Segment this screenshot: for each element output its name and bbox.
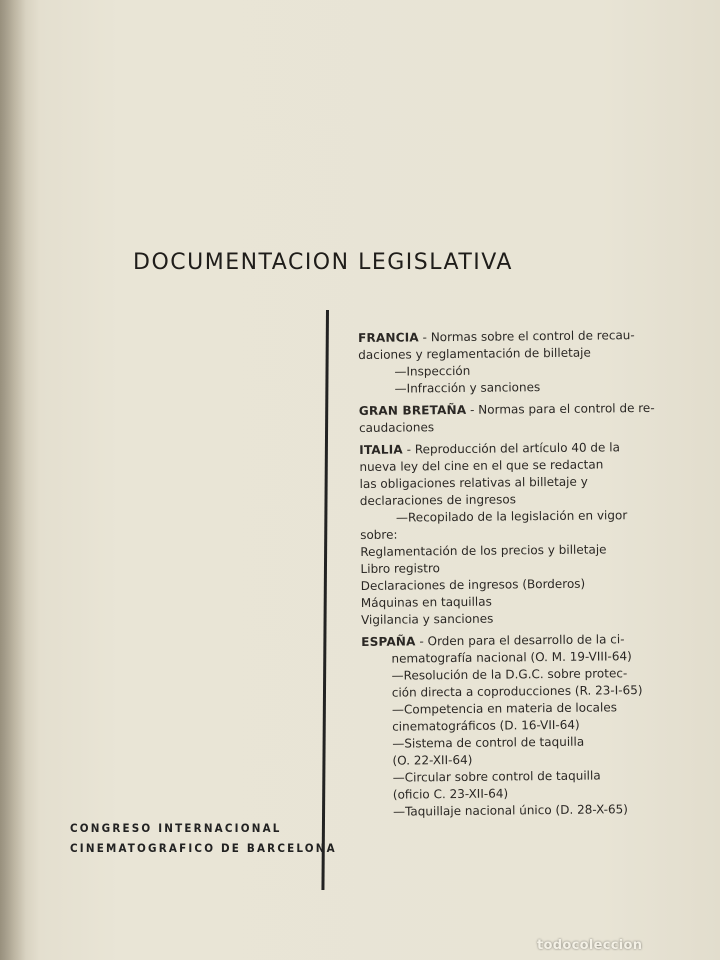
country-label: GRAN BRETAÑA [358, 402, 467, 418]
line-text: - Normas sobre el control de recau- [418, 328, 635, 345]
vertical-divider [321, 310, 329, 890]
line-text: —Circular sobre control de taquilla [392, 768, 601, 785]
watermark: todocoleccion [537, 938, 643, 953]
section-francia [358, 326, 699, 398]
country-label: ITALIA [359, 442, 403, 457]
line-text: Máquinas en taquillas [360, 594, 492, 610]
congress-line-2: CINEMATOGRAFICO DE BARCELONA [70, 841, 337, 855]
line-text: Declaraciones de ingresos (Borderos) [360, 576, 586, 593]
line-text: declaraciones de ingresos [359, 492, 517, 508]
section-italia [359, 438, 701, 629]
line-text: las obligaciones relativas al billetaje y [359, 474, 588, 491]
line-text: Reglamentación de los precios y billetaje [360, 542, 607, 559]
line-text: sobre: [360, 527, 398, 542]
line-text: - Normas para el control de re- [466, 400, 655, 417]
line-text: daciones y reglamentación de billetaje [358, 345, 591, 362]
line-text: ción directa a coproducciones (R. 23-I-65) [391, 683, 643, 700]
country-label: ESPAÑA [361, 634, 416, 649]
page-title: DOCUMENTACION LEGISLATIVA [133, 250, 513, 275]
line-text: (O. 22-XII-64) [392, 752, 473, 768]
line-text: Vigilancia y sanciones [360, 611, 494, 627]
legislation-list [358, 326, 703, 826]
line-text: —Recopilado de la legislación en vigor [395, 508, 628, 525]
line-text: cinematográficos (D. 16-VII-64) [392, 717, 580, 734]
congress-credit [70, 818, 337, 858]
line-text: —Inspección [394, 363, 471, 379]
section-espana [361, 630, 703, 821]
country-label: FRANCIA [358, 330, 419, 345]
line-text: - Reproducción del artículo 40 de la [402, 440, 620, 457]
line-text: nueva ley del cine en el que se redactan [359, 457, 604, 474]
line-text: Libro registro [360, 561, 441, 576]
line-text: caudaciones [358, 420, 435, 435]
line-text: (oficio C. 23-XII-64) [392, 786, 509, 802]
line-text: nematografía nacional (O. M. 19-VIII-64) [391, 649, 632, 666]
congress-line-1: CONGRESO INTERNACIONAL [70, 821, 282, 835]
section-gran-bretana [359, 399, 699, 437]
line-text: —Competencia en materia de locales [391, 700, 618, 717]
section-line [359, 399, 699, 420]
line-text: —Resolución de la D.G.C. sobre protec- [391, 666, 628, 683]
line-text: —Infracción y sanciones [394, 380, 541, 396]
line-text: - Orden para el desarrollo de la ci- [415, 632, 625, 649]
spine-shadow [0, 0, 26, 960]
line-text: —Sistema de control de taquilla [392, 734, 585, 751]
line-text: —Taquillaje nacional único (D. 28-X-65) [392, 802, 629, 819]
